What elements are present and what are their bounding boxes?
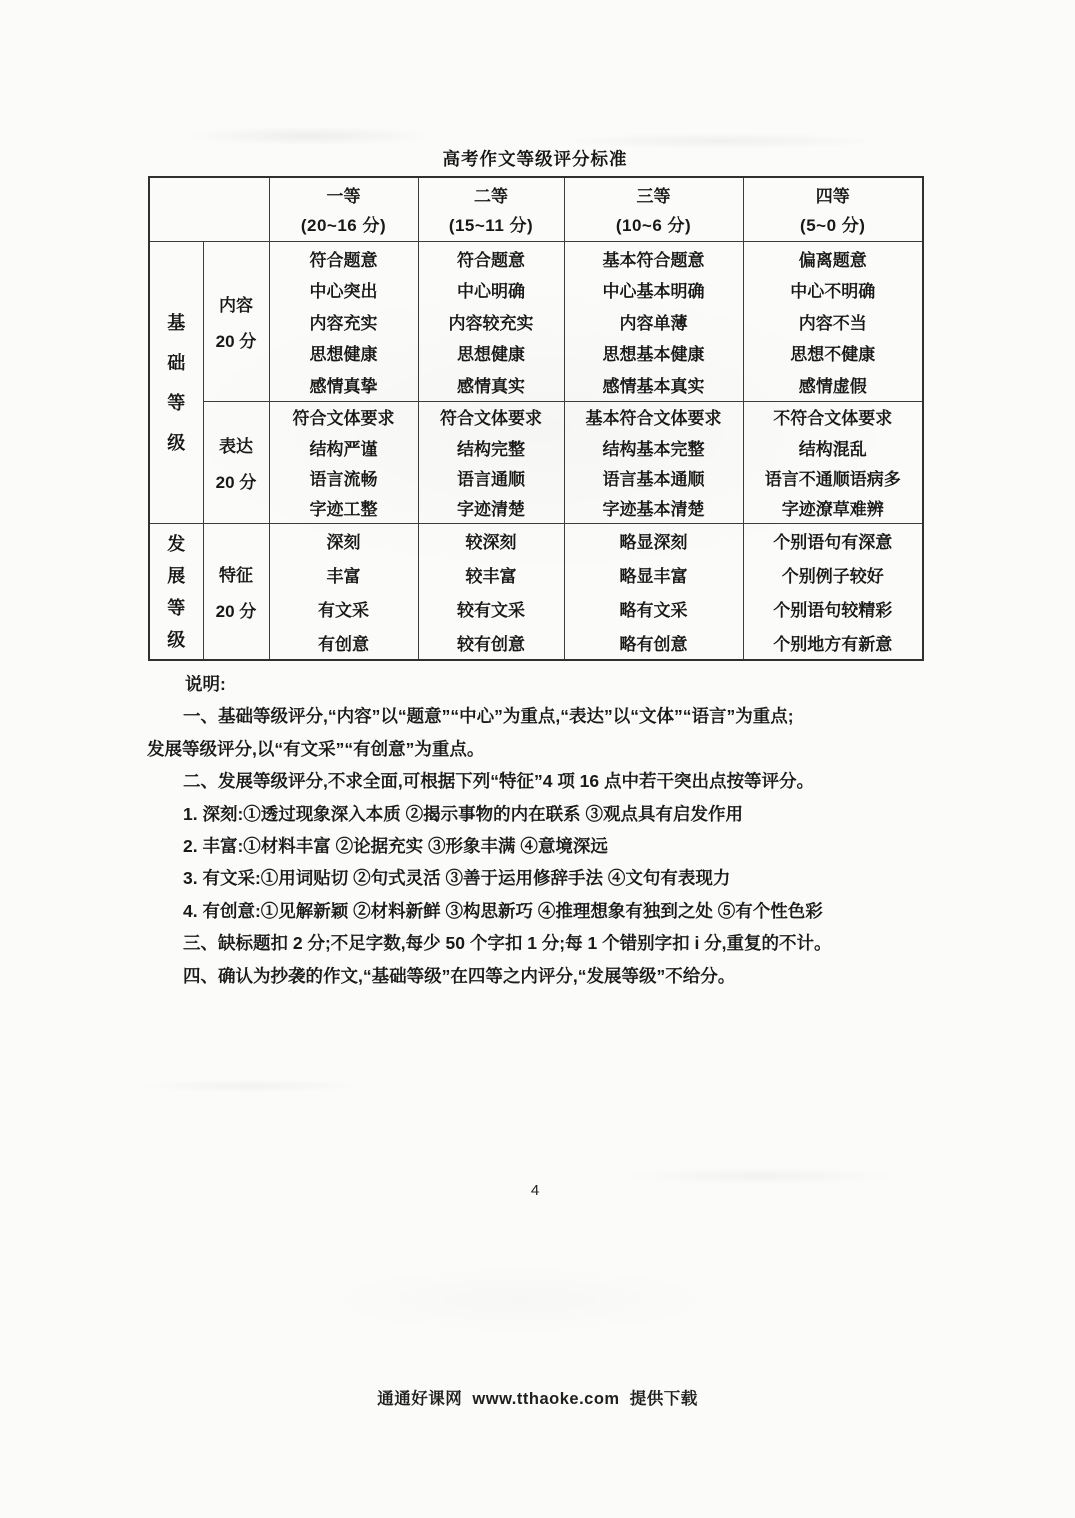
table-row bbox=[149, 524, 923, 661]
note-line: 3. 有文采:①用词贴切 ②句式灵活 ③善于运用修辞手法 ④文句有表现力 bbox=[183, 868, 731, 889]
cell-line: 基本符合题意 bbox=[602, 250, 705, 270]
row-label-cell bbox=[203, 401, 269, 523]
cell-line: 有文采 bbox=[318, 600, 369, 620]
score-range-label: (5~0 分) bbox=[800, 215, 866, 235]
table-corner-cell bbox=[149, 177, 269, 242]
note-line: 发展等级评分,以“有文采”“有创意”为重点。 bbox=[147, 738, 485, 759]
table-header-cell bbox=[743, 177, 923, 242]
cell-line: 结构完整 bbox=[457, 439, 525, 459]
note-line: 一、基础等级评分,“内容”以“题意”“中心”为重点,“表达”以“文体”“语言”为重点; bbox=[183, 706, 794, 727]
notes-section bbox=[147, 668, 947, 992]
cell-line: 字迹基本清楚 bbox=[602, 500, 705, 520]
cell-line: 个别例子较好 bbox=[781, 567, 884, 587]
cell-line: 中心不明确 bbox=[790, 282, 876, 302]
cell-line: 中心基本明确 bbox=[602, 282, 705, 302]
cell-line: 丰富 bbox=[326, 567, 361, 587]
cell-line: 较丰富 bbox=[465, 567, 517, 587]
table-row bbox=[149, 401, 923, 523]
cell-line: 符合题意 bbox=[309, 250, 378, 270]
cell-line: 符合文体要求 bbox=[292, 409, 395, 429]
cell-line: 语言不通顺语病多 bbox=[764, 469, 901, 489]
notes-heading: 说明: bbox=[185, 674, 226, 694]
table-cell bbox=[743, 524, 923, 661]
cell-line: 符合文体要求 bbox=[440, 409, 542, 429]
table-cell bbox=[269, 242, 418, 402]
table-header-row bbox=[149, 177, 923, 242]
cell-line: 字迹潦草难辨 bbox=[781, 500, 884, 520]
cell-line: 中心突出 bbox=[309, 282, 378, 302]
cell-line: 结构基本完整 bbox=[602, 439, 705, 459]
cell-line: 内容不当 bbox=[798, 313, 867, 333]
cell-line: 思想健康 bbox=[309, 345, 378, 365]
cell-line: 个别语句有深意 bbox=[773, 533, 893, 553]
cell-line: 有创意 bbox=[318, 634, 369, 654]
row-label: 表达 20 分 bbox=[215, 436, 257, 492]
group-label: 基 础 等 级 bbox=[167, 312, 186, 453]
group-label-cell bbox=[149, 242, 203, 524]
table-header-cell bbox=[269, 177, 418, 242]
cell-line: 思想基本健康 bbox=[602, 345, 705, 365]
cell-line: 略显丰富 bbox=[619, 567, 688, 587]
table-header-cell bbox=[564, 177, 743, 242]
cell-line: 结构混乱 bbox=[798, 439, 867, 459]
table-cell bbox=[269, 524, 418, 661]
grade-label: 三等 bbox=[636, 186, 671, 206]
table-cell bbox=[564, 242, 743, 402]
grade-label: 二等 bbox=[474, 186, 508, 206]
cell-line: 内容单薄 bbox=[619, 313, 688, 333]
table-row bbox=[149, 242, 923, 402]
note-line: 4. 有创意:①见解新颖 ②材料新鲜 ③构思新巧 ④推理想象有独到之处 ⑤有个性色彩 bbox=[183, 900, 823, 921]
score-range-label: (15~11 分) bbox=[448, 215, 534, 235]
note-line: 二、发展等级评分,不求全面,可根据下列“特征”4 项 16 点中若干突出点按等评分。 bbox=[183, 771, 815, 792]
cell-line: 语言流畅 bbox=[309, 469, 378, 489]
row-label-cell bbox=[203, 242, 269, 402]
cell-line: 语言通顺 bbox=[457, 469, 525, 489]
cell-line: 个别地方有新意 bbox=[773, 634, 893, 654]
table-cell bbox=[564, 524, 743, 661]
footer-text: 通通好课网 www.tthaoke.com 提供下载 bbox=[377, 1390, 698, 1408]
notes-list bbox=[147, 700, 947, 992]
cell-line: 感情真挚 bbox=[309, 376, 378, 396]
cell-line: 字迹清楚 bbox=[457, 500, 525, 520]
cell-line: 感情虚假 bbox=[798, 376, 867, 396]
grade-label: 四等 bbox=[815, 186, 850, 206]
cell-line: 略有创意 bbox=[619, 634, 688, 654]
cell-line: 偏离题意 bbox=[798, 250, 867, 270]
note-line: 1. 深刻:①透过现象深入本质 ②揭示事物的内在联系 ③观点具有启发作用 bbox=[183, 803, 744, 824]
page-number: 4 bbox=[530, 1182, 540, 1199]
grade-label: 一等 bbox=[326, 186, 361, 206]
note-line: 2. 丰富:①材料丰富 ②论据充实 ③形象丰满 ④意境深远 bbox=[183, 835, 608, 856]
cell-line: 感情真实 bbox=[457, 376, 525, 396]
cell-line: 思想健康 bbox=[457, 345, 525, 365]
cell-line: 语言基本通顺 bbox=[602, 469, 705, 489]
table-cell bbox=[418, 242, 564, 402]
table-cell bbox=[564, 401, 743, 523]
note-line: 四、确认为抄袭的作文,“基础等级”在四等之内评分,“发展等级”不给分。 bbox=[183, 965, 736, 986]
cell-line: 结构严谨 bbox=[309, 439, 378, 459]
cell-line: 较有文采 bbox=[457, 600, 525, 620]
row-label: 特征 20 分 bbox=[215, 566, 257, 621]
score-range-label: (10~6 分) bbox=[615, 215, 692, 235]
cell-line: 个别语句较精彩 bbox=[773, 600, 893, 620]
page-title: 高考作文等级评分标准 bbox=[442, 149, 628, 169]
row-label-cell bbox=[203, 524, 269, 661]
cell-line: 内容充实 bbox=[309, 313, 378, 333]
group-label: 发 展 等 级 bbox=[167, 533, 186, 650]
cell-line: 略显深刻 bbox=[619, 533, 688, 553]
group-label-cell bbox=[149, 524, 203, 661]
row-label: 内容 20 分 bbox=[215, 295, 257, 351]
table-cell bbox=[269, 401, 418, 523]
grading-table bbox=[148, 176, 924, 661]
table-cell bbox=[418, 524, 564, 661]
table-header-cell bbox=[418, 177, 564, 242]
cell-line: 较有创意 bbox=[457, 634, 525, 654]
cell-line: 不符合文体要求 bbox=[773, 409, 893, 429]
table-cell bbox=[418, 401, 564, 523]
note-line: 三、缺标题扣 2 分;不足字数,每少 50 个字扣 1 分;每 1 个错别字扣 i 分,重复的不计。 bbox=[183, 933, 832, 954]
cell-line: 内容较充实 bbox=[448, 313, 534, 333]
table-cell bbox=[743, 401, 923, 523]
table-cell bbox=[743, 242, 923, 402]
cell-line: 符合题意 bbox=[457, 250, 525, 270]
cell-line: 深刻 bbox=[326, 533, 361, 553]
cell-line: 感情基本真实 bbox=[602, 376, 705, 396]
cell-line: 略有文采 bbox=[619, 600, 688, 620]
score-range-label: (20~16 分) bbox=[300, 215, 387, 235]
cell-line: 字迹工整 bbox=[309, 500, 378, 520]
cell-line: 较深刻 bbox=[465, 533, 517, 553]
cell-line: 中心明确 bbox=[457, 282, 525, 302]
cell-line: 基本符合文体要求 bbox=[585, 409, 722, 429]
cell-line: 思想不健康 bbox=[790, 345, 876, 365]
